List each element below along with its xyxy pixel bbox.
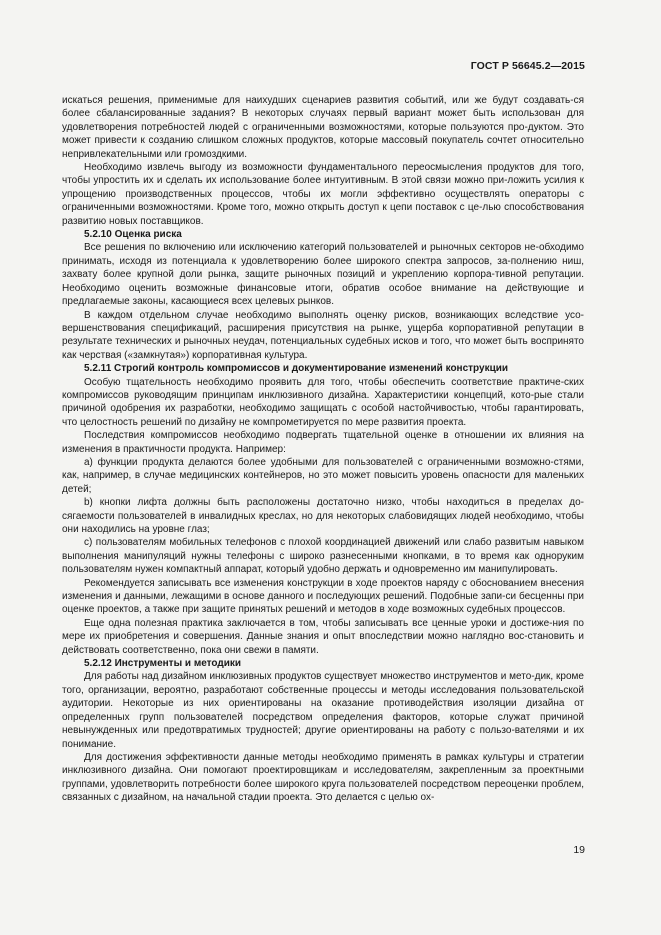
paragraph: b) кнопки лифта должны быть расположены достаточно низко, чтобы находиться в пределах до-сягаемости пользователей в инвалидных креслах, но для некоторых слабовидящих людей необходимо, чтобы они находились на уровне глаз; [62, 497, 584, 535]
standard-header: ГОСТ Р 56645.2—2015 [470, 60, 585, 72]
paragraph: Еще одна полезная практика заключается в том, чтобы записывать все ценные уроки и достиже-ния по мере их приобретения и совершения. Данные знания и опыт впоследствии можно наглядно вос-становить и действовать соответственно, пока они свежи в памяти. [62, 617, 584, 656]
paragraph: Необходимо извлечь выгоду из возможности фундаментального переосмысления продуктов для того, чтобы упростить их и сделать их использование более интуитивным. В этой связи можно при-ложить усилия к упрощению производственных процессов, чтобы их могли эффективно осуществлять операторы с ограниченными возможностями. Кроме того, можно открыть доступ к цепи поставок с це-лью способствования развитию новых поставщиков. [62, 162, 584, 227]
paragraph: Последствия компромиссов необходимо подвергать тщательной оценке в отношении их влияния на изменения в практичности продукта. Например: [62, 430, 584, 455]
paragraph: Для достижения эффективности данные методы необходимо применять в рамках культуры и стратегии инклюзивного дизайна. Они помогают проектировщикам и исследователям, закрепленным за проектными группами, удовлетворить потребности более широкого круга пользователей посредством переоценки проблем, связанных с дизайном, на начальной стадии проекта. Это делается с целью ох- [62, 751, 584, 804]
paragraph: а) функции продукта делаются более удобными для пользователей с ограниченными возможно-стями, как, например, в случае медицинских контейнеров, но это может повысить уровень опасности для маленьких детей; [62, 456, 584, 495]
paragraph: искаться решения, применимые для наихудших сценариев развития событий, или же будут создавать-ся более сбалансированные задания? В некоторых случаях первый вариант может быть использован для удовлетворения потребностей людей с ограниченными возможностями, которые пользуются про-дуктом. Это может привести к созданию слишком сложных продуктов, которые массовый покупатель сочтет относительно непривлекательными или громоздкими. [62, 95, 584, 160]
section-heading: 5.2.10 Оценка риска [84, 229, 182, 241]
paragraph: Все решения по включению или исключению категорий пользователей и рыночных секторов не-обходимо принимать, исходя из потенциала к удовлетворению более широкого спектра запросов, за-полнению ниш, захвату более крупной доли рынка, защите рыночных позиций и укреплению корпора-тивной репутации. Необходимо оценить возможные финансовые итоги, обратив особое внимание на действующие и предлагаемые законы, касающиеся всех целевых рынков. [62, 242, 584, 308]
document-body [62, 94, 584, 805]
paragraph: В каждом отдельном случае необходимо выполнять оценку рисков, возникающих вследствие усо-вершенствования спецификаций, расширения присутствия на рынке, ущерба корпоративной репутации в результате технических и рыночных неудач, потенциальных судебных исков и того, что может быть воспринято как черствая («замкнутая») корпоративная культура. [62, 309, 584, 361]
paragraph: Рекомендуется записывать все изменения конструкции в ходе проектов наряду с обоснованием внесения изменения и данными, лежащими в основе данного и последующих решений. Подобные запи-си бесценны при оценке проектов, а также при защите принятых решений и методов в ходе возможных судебных процессов. [62, 577, 584, 616]
paragraph: Особую тщательность необходимо проявить для того, чтобы обеспечить соответствие практиче-ских компромиссов руководящим принципам инклюзивного дизайна. Характеристики концепций, кото-рые стали причиной одобрения их разработки, необходимо защищать с особой настойчивостью, чтобы гарантировать, что целостность решений по дизайну не компрометируется по мере развития проекта. [62, 376, 584, 428]
page-number: 19 [573, 844, 585, 856]
section-heading: 5.2.11 Строгий контроль компромиссов и документирование изменений конструкции [84, 363, 509, 375]
section-heading: 5.2.12 Инструменты и методики [84, 658, 242, 670]
paragraph: с) пользователям мобильных телефонов с плохой координацией движений или слабо развитым навыком выполнения манипуляций нужны телефоны с широко разнесенными кнопками, в то время как одноруким пользователям нужен компактный аппарат, который удобно держать и одновременно им манипулировать. [62, 537, 584, 576]
paragraph: Для работы над дизайном инклюзивных продуктов существует множество инструментов и мето-дик, кроме того, организации, вероятно, разработают собственные процессы и методы исследования пользовательской аудитории. Некоторые из них ориентированы на оказание противодействия изоляции дизайна от определенных групп пользователей посредством определения факторов, которые служат причиной невынужденных или предотвратимых трудностей; другие ориентированы на работу с пользо-вателями и их понимание. [62, 671, 584, 750]
